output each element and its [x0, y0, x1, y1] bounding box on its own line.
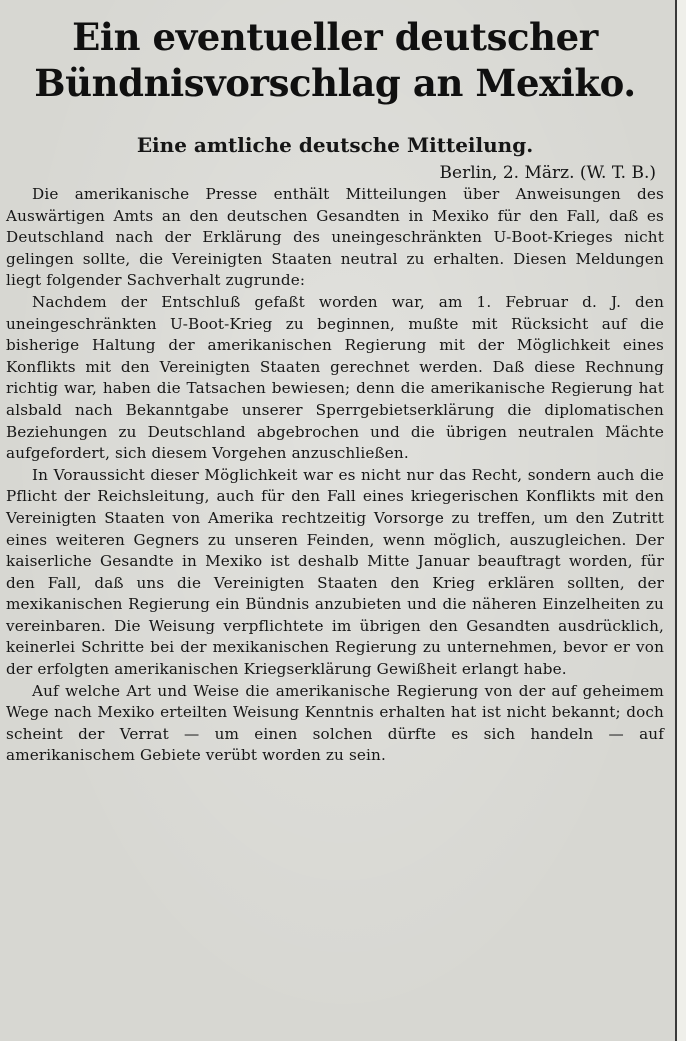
paragraph: Nachdem der Entschluß gefaßt worden war, am 1. Februar d. J. den uneingeschränkten U-Boot-Krieg zu beginnen, mußte mit Rücksicht auf die bisherige Haltung der amerikanischen Regierung mit der Möglichkeit eines Konflikts mit den Vereinigten Staaten gerechnet werden. Daß diese Rechnung richtig war, haben die Tatsachen bewiesen; denn die amerikanische Regierung hat alsbald nach Bekanntgabe unserer Sperrgebietserklärung die diplomatischen Beziehungen zu Deutschland abgebrochen und die übrigen neutralen Mächte aufgefordert, sich diesem Vorgehen anzuschließen. — [6, 292, 664, 463]
dateline: Berlin, 2. März. (W. T. B.) — [439, 163, 656, 183]
headline: Ein eventueller deutscher Bündnisvorschlag an Mexiko. — [34, 15, 636, 105]
paragraph: Die amerikanische Presse enthält Mitteilungen über Anweisungen des Auswärtigen Amts an den deutschen Gesandten in Mexiko für den Fall, daß es Deutschland nach der Erklärung des uneingeschränkten U-Boot-Krieges nicht gelingen sollte, die Vereinigten Staaten neutral zu erhalten. Diesen Meldungen liegt folgender Sachverhalt zugrunde: — [6, 185, 664, 290]
paragraph: Auf welche Art und Weise die amerikanische Regierung von der auf geheimem Wege nach Mexiko erteilten Weisung Kenntnis erhalten hat ist nicht bekannt; doch scheint der Verrat — um einen solchen dürfte es sich handeln — auf amerikanischem Gebiete verübt worden zu sein. — [6, 681, 664, 765]
subheadline: Eine amtliche deutsche Mitteilung. — [136, 133, 534, 157]
article-body — [6, 184, 664, 767]
column-rule — [675, 0, 686, 1041]
paragraph: In Voraussicht dieser Möglichkeit war es nicht nur das Recht, sondern auch die Pflicht der Reichsleitung, auch für den Fall eines kriegerischen Konflikts mit den Vereinigten Staaten von Amerika rechtzeitig Vorsorge zu treffen, um den Zutritt eines weiteren Gegners zu unseren Feinden, wenn möglich, auszugleichen. Der kaiserliche Gesandte in Mexiko ist deshalb Mitte Januar beauftragt worden, für den Fall, daß uns die Vereinigten Staaten den Krieg erklären sollten, der mexikanischen Regierung ein Bündnis anzubieten und die näheren Einzelheiten zu vereinbaren. Die Weisung verpflichtete im übrigen den Gesandten ausdrücklich, keinerlei Schritte bei der mexikanischen Regierung zu unternehmen, bevor er von der erfolgten amerikanischen Kriegserklärung Gewißheit erlangt habe. — [6, 465, 664, 679]
